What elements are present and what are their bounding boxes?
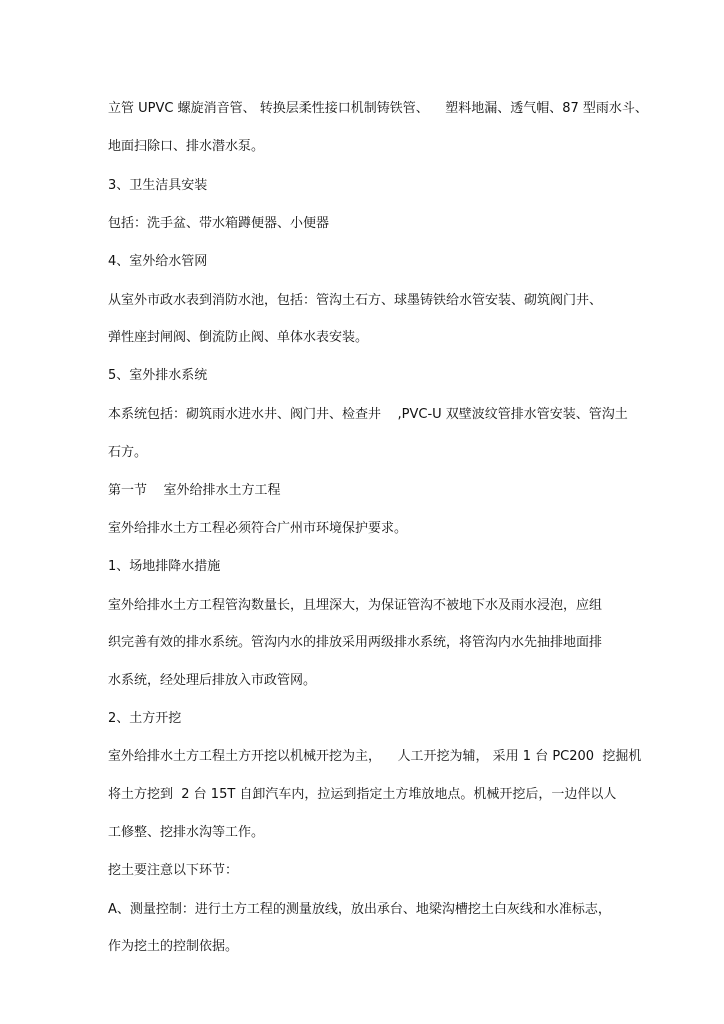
text-line: 作为挖土的控制依据。 bbox=[108, 939, 239, 954]
text-line: 将土方挖到 2 台 15T 自卸汽车内，拉运到指定土方堆放地点。机械开挖后，一边伴以人 bbox=[108, 787, 617, 802]
text-line: 织完善有效的排水系统。管沟内水的排放采用两级排水系统，将管沟内水先抽排地面排 bbox=[108, 635, 603, 650]
text-line: 立管 UPVC 螺旋消音管、 转换层柔性接口机制铸铁管、 塑料地漏、透气帽、87 型雨水斗、 bbox=[108, 101, 648, 116]
text-line: 室外给排水土方工程管沟数量长，且埋深大，为保证管沟不被地下水及雨水浸泡，应组 bbox=[108, 598, 603, 613]
section-heading: 2、土方开挖 bbox=[108, 711, 182, 726]
text-line: 石方。 bbox=[108, 445, 148, 460]
section-heading: 1、场地排降水措施 bbox=[108, 559, 221, 574]
chapter-heading: 第一节 室外给排水土方工程 bbox=[108, 483, 281, 498]
text-line: 室外给排水土方工程土方开挖以机械开挖为主， 人工开挖为辅， 采用 1 台 PC200 挖掘机 bbox=[108, 749, 642, 764]
section-heading: 5、室外排水系统 bbox=[108, 368, 208, 383]
section-heading: 4、室外给水管网 bbox=[108, 254, 208, 269]
text-line: A、测量控制：进行土方工程的测量放线，放出承台、地梁沟槽挖土白灰线和水准标志， bbox=[108, 902, 611, 917]
text-line: 包括：洗手盆、带水箱蹲便器、小便器 bbox=[108, 216, 330, 231]
section-heading: 3、卫生洁具安装 bbox=[108, 178, 208, 193]
text-line: 室外给排水土方工程必须符合广州市环境保护要求。 bbox=[108, 521, 408, 536]
text-line: 本系统包括：砌筑雨水进水井、阀门井、检查井 ,PVC-U 双壁波纹管排水管安装、管沟土 bbox=[108, 407, 628, 422]
text-line: 弹性座封闸阀、倒流防止阀、单体水表安装。 bbox=[108, 330, 369, 345]
text-line: 挖土要注意以下环节： bbox=[108, 863, 239, 878]
text-line: 水系统，经处理后排放入市政管网。 bbox=[108, 673, 317, 688]
text-line: 地面扫除口、排水潜水泵。 bbox=[108, 139, 265, 154]
text-line: 工修整、挖排水沟等工作。 bbox=[108, 825, 265, 840]
text-line: 从室外市政水表到消防水池，包括：管沟土石方、球墨铸铁给水管安装、砌筑阀门井、 bbox=[108, 293, 603, 308]
